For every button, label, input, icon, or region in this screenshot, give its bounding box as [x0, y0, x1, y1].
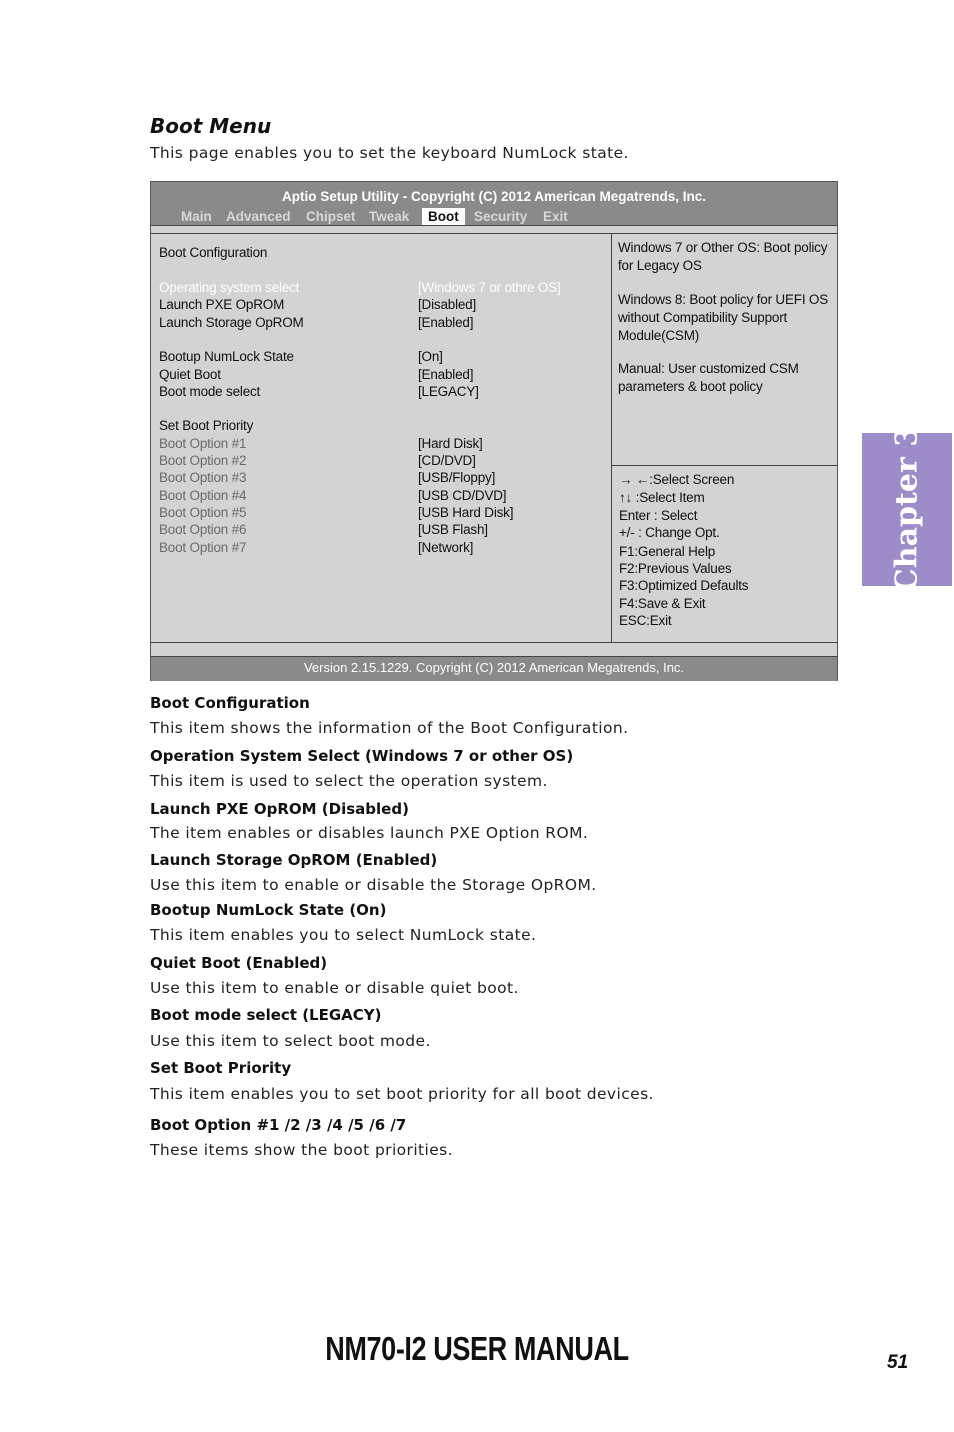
menu-boot-option-2[interactable]: Boot Option #2: [159, 453, 247, 468]
value-boot-option-1[interactable]: [Hard Disk]: [418, 436, 483, 451]
bios-header: [151, 182, 837, 226]
desc-text: This item enables you to select NumLock state.: [150, 926, 537, 944]
tab-tweak[interactable]: Tweak: [369, 209, 410, 224]
value-boot-option-4[interactable]: [USB CD/DVD]: [418, 488, 507, 503]
intro-text: This page enables you to set the keyboard NumLock state.: [150, 144, 629, 162]
value-bootup-numlock-state[interactable]: [On]: [418, 349, 443, 364]
value-boot-mode-select[interactable]: [LEGACY]: [418, 384, 479, 399]
desc-title: Operation System Select (Windows 7 or other OS): [150, 747, 574, 765]
menu-set-boot-priority: Set Boot Priority: [159, 418, 254, 433]
bios-divider: [151, 642, 837, 643]
key-general-help: F1:General Help: [619, 544, 716, 559]
help-manual: Manual: User customized CSM parameters & boot policy: [618, 361, 799, 394]
menu-boot-configuration: Boot Configuration: [159, 245, 268, 260]
desc-text: This item shows the information of the Boot Configuration.: [150, 719, 629, 737]
value-boot-option-6[interactable]: [USB Flash]: [418, 522, 488, 537]
bios-title: Aptio Setup Utility - Copyright (C) 2012 American Megatrends, Inc.: [281, 189, 707, 204]
menu-boot-option-1[interactable]: Boot Option #1: [159, 436, 247, 451]
tab-security[interactable]: Security: [474, 209, 528, 224]
bios-divider: [611, 233, 612, 642]
desc-title: Bootup NumLock State (On): [150, 901, 387, 919]
key-change-opt: +/- : Change Opt.: [619, 525, 720, 540]
page-number: 51: [887, 1352, 909, 1373]
bios-divider: [151, 226, 837, 234]
menu-boot-option-3[interactable]: Boot Option #3: [159, 470, 247, 485]
desc-title: Launch Storage OpROM (Enabled): [150, 851, 438, 869]
value-launch-storage-oprom[interactable]: [Enabled]: [418, 315, 474, 330]
menu-launch-storage-oprom[interactable]: Launch Storage OpROM: [159, 315, 304, 330]
value-boot-option-2[interactable]: [CD/DVD]: [418, 453, 476, 468]
key-select-screen: → ←:Select Screen: [619, 472, 735, 487]
help-windows8: Windows 8: Boot policy for UEFI OS without Compatibility Support Module(CSM): [618, 292, 829, 343]
tab-exit[interactable]: Exit: [543, 209, 568, 224]
menu-boot-option-4[interactable]: Boot Option #4: [159, 488, 247, 503]
desc-title: Quiet Boot (Enabled): [150, 954, 328, 972]
bios-screenshot: [150, 181, 838, 681]
chapter-tab: [862, 425, 952, 593]
tab-main[interactable]: Main: [181, 209, 212, 224]
tab-advanced[interactable]: Advanced: [226, 209, 291, 224]
desc-text: This item is used to select the operation system.: [150, 772, 548, 790]
menu-bootup-numlock-state[interactable]: Bootup NumLock State: [159, 349, 294, 364]
menu-boot-option-5[interactable]: Boot Option #5: [159, 505, 247, 520]
bios-footer: [151, 656, 837, 681]
desc-title: Boot Configuration: [150, 694, 310, 712]
manual-title: NM70-I2 USER MANUAL: [325, 1330, 629, 1367]
desc-text: Use this item to enable or disable quiet boot.: [150, 979, 519, 997]
menu-launch-pxe-oprom[interactable]: Launch PXE OpROM: [159, 297, 285, 312]
menu-quiet-boot[interactable]: Quiet Boot: [159, 367, 221, 382]
value-quiet-boot[interactable]: [Enabled]: [418, 367, 474, 382]
bios-footer-text: Version 2.15.1229. Copyright (C) 2012 American Megatrends, Inc.: [303, 660, 685, 675]
help-windows7: Windows 7 or Other OS: Boot policy for Legacy OS: [618, 240, 828, 273]
key-enter-select: Enter : Select: [619, 508, 698, 523]
chapter-tab-label: Chapter 3: [889, 425, 925, 593]
key-esc-exit: ESC:Exit: [619, 613, 672, 628]
desc-text: Use this item to enable or disable the Storage OpROM.: [150, 876, 597, 894]
key-select-item: ↑↓ :Select Item: [619, 490, 705, 505]
desc-text: These items show the boot priorities.: [150, 1141, 453, 1159]
bios-divider: [612, 465, 837, 466]
value-launch-pxe-oprom[interactable]: [Disabled]: [418, 297, 477, 312]
menu-boot-option-6[interactable]: Boot Option #6: [159, 522, 247, 537]
desc-text: Use this item to select boot mode.: [150, 1032, 431, 1050]
key-optimized-defaults: F3:Optimized Defaults: [619, 578, 749, 593]
desc-text: The item enables or disables launch PXE Option ROM.: [150, 824, 589, 842]
tab-boot[interactable]: Boot: [422, 208, 465, 225]
desc-title: Launch PXE OpROM (Disabled): [150, 800, 409, 818]
menu-operating-system-select[interactable]: Operating system select: [159, 280, 300, 295]
key-save-exit: F4:Save & Exit: [619, 596, 706, 611]
menu-boot-option-7[interactable]: Boot Option #7: [159, 540, 247, 555]
value-boot-option-5[interactable]: [USB Hard Disk]: [418, 505, 514, 520]
menu-boot-mode-select[interactable]: Boot mode select: [159, 384, 261, 399]
bios-tab-bar: [151, 208, 837, 225]
section-title: Boot Menu: [150, 114, 272, 138]
desc-title: Boot Option #1 /2 /3 /4 /5 /6 /7: [150, 1116, 407, 1134]
desc-text: This item enables you to set boot priority for all boot devices.: [150, 1085, 654, 1103]
value-boot-option-7[interactable]: [Network]: [418, 540, 474, 555]
desc-title: Boot mode select (LEGACY): [150, 1006, 382, 1024]
value-boot-option-3[interactable]: [USB/Floppy]: [418, 470, 496, 485]
desc-title: Set Boot Priority: [150, 1059, 292, 1077]
key-previous-values: F2:Previous Values: [619, 561, 732, 576]
tab-chipset[interactable]: Chipset: [306, 209, 356, 224]
value-operating-system-select[interactable]: [Windows 7 or othre OS]: [418, 280, 561, 295]
